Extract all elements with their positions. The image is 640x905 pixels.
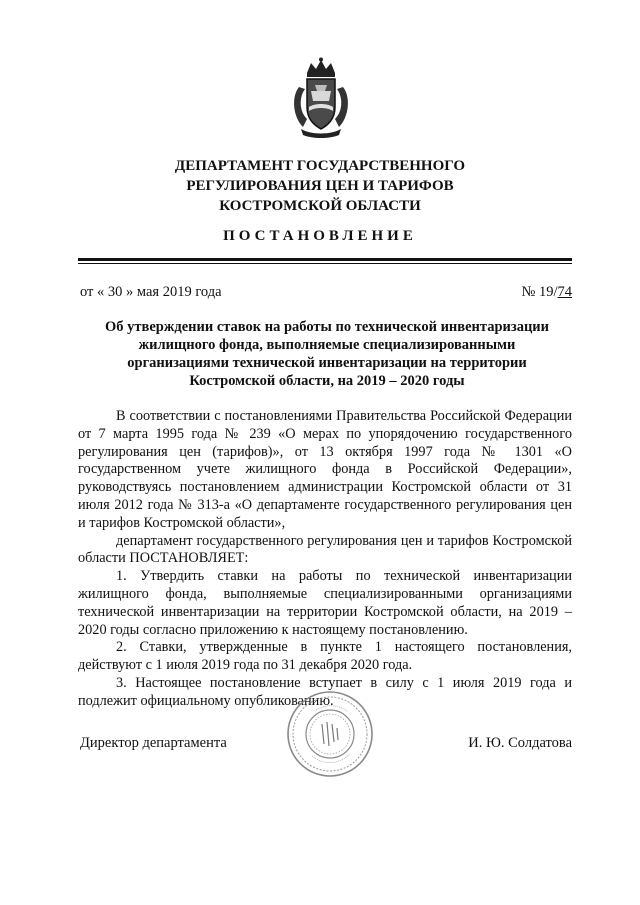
body-paragraph-item-2: 2. Ставки, утвержденные в пункте 1 настоящего постановления, действуют с 1 июля 2019 года по 31 декабря 2020 года. [78,639,572,674]
signatory-position: Директор департамента [80,735,227,751]
official-seal-icon [286,690,374,778]
body-paragraph-resolves: департамент государственного регулирования цен и тарифов Костромской области ПОСТАНОВЛЯЕТ: [78,532,572,567]
department-line-1: ДЕПАРТАМЕНТ ГОСУДАРСТВЕННОГО [174,158,466,174]
document-number [522,284,573,301]
body-paragraph-preamble: В соответствии с постановлениями Правительства Российской Федерации от 7 марта 1995 года № 239 «О мерах по упорядочению государственного регулирования цен (тарифов)», от 13 октября 1997 года № 1301 «О государственном учете жилищного фонда в Российской Федерации», руководствуясь постановлением администрации Костромской области от 31 июля 2012 года № 313-а «О департаменте государственного регулирования цен и тарифов Костромской области», [78,408,572,531]
document-number-prefix: № 19/ [521,284,558,300]
document-type-heading: ПОСТАНОВЛЕНИЕ [223,228,417,244]
department-line-3: КОСТРОМСКОЙ ОБЛАСТИ [219,198,421,214]
document-body [78,408,572,711]
department-line-2: РЕГУЛИРОВАНИЯ ЦЕН И ТАРИФОВ [186,178,454,194]
title-line-3: организациями технической инвентаризации на территории [127,355,527,371]
signatory-name: И. Ю. Солдатова [468,735,572,751]
document-title [80,318,574,390]
body-paragraph-item-3: 3. Настоящее постановление вступает в силу с 1 июля 2019 года и подлежит официальному опубликованию. [78,674,572,709]
document-number-suffix: 74 [557,284,572,300]
coat-of-arms-icon [289,57,353,139]
document-date: от « 30 » мая 2019 года [80,284,222,300]
title-line-4: Костромской области, на 2019 – 2020 годы [189,373,465,389]
body-paragraph-item-1: 1. Утвердить ставки на работы по технической инвентаризации жилищного фонда, выполняемые специализированными организациями технической инвентаризации на территории Костромской области, на 2019 – 2020 годы согласно приложению к настоящему постановлению. [78,568,572,638]
department-header [80,156,560,216]
title-line-1: Об утверждении ставок на работы по технической инвентаризации [104,319,550,335]
title-line-2: жилищного фонда, выполняемые специализированными [138,337,516,353]
double-rule-divider [78,258,572,266]
